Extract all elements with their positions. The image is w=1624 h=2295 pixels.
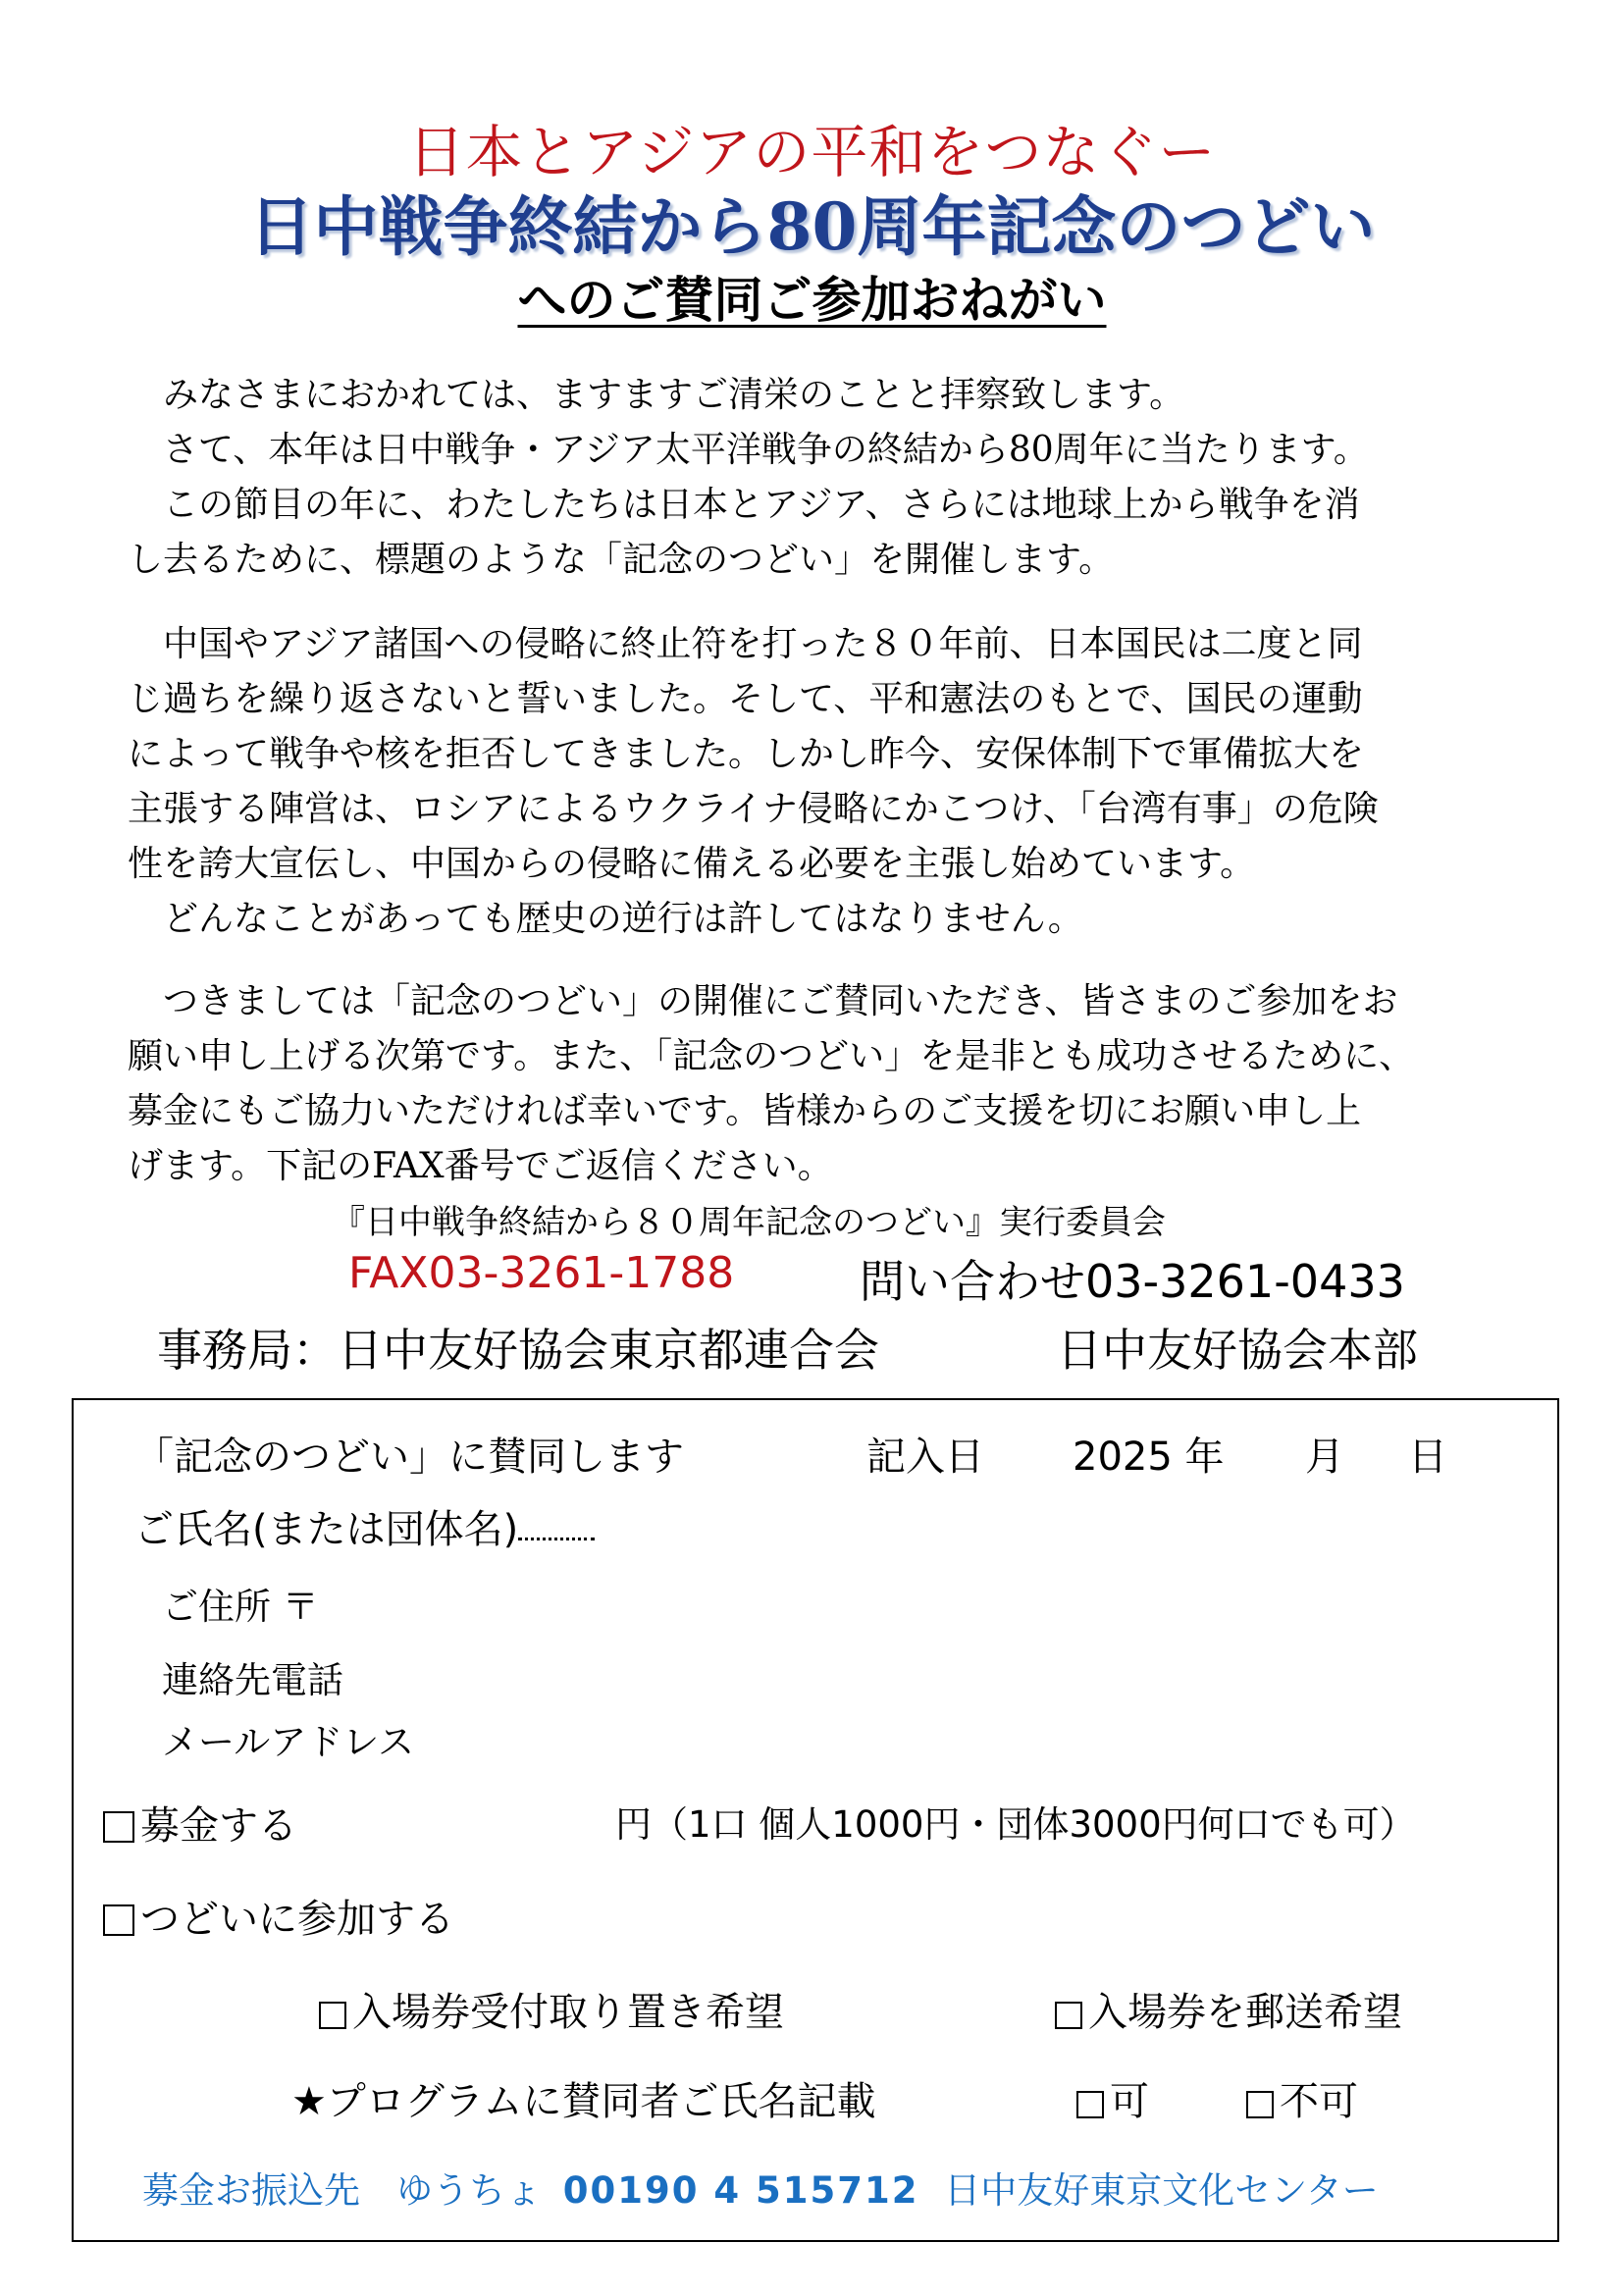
agree-label: 「記念のつどい」に賛同します <box>134 1434 684 1480</box>
phone-label: 連絡先電話 <box>162 1659 343 1701</box>
fax-number: FAX03-3261-1788 <box>348 1248 735 1298</box>
email-label: メールアドレス <box>162 1721 415 1763</box>
donate-checkbox[interactable] <box>103 1811 134 1843</box>
ticket-mail-checkbox[interactable] <box>1055 2002 1082 2029</box>
inquiry-number: 問い合わせ03-3261-0433 <box>860 1255 1405 1308</box>
title-line3 <box>0 261 1624 332</box>
ticket-hold-row <box>319 1981 784 2037</box>
date-label: 記入日 <box>866 1434 984 1480</box>
date-month: 月 <box>1305 1434 1344 1480</box>
body-line: 中国やアジア諸国への侵略に終止符を打った８０年前、日本国民は二度と同 <box>128 624 1363 664</box>
body-line: さて、本年は日中戦争・アジア太平洋戦争の終結から80周年に当たります。 <box>128 430 1369 470</box>
office-second: 日中友好協会本部 <box>1057 1324 1418 1377</box>
body-line: 主張する陣営は、ロシアによるウクライナ侵略にかこつけ、「台湾有事」の危険 <box>128 789 1379 829</box>
body-line: じ過ちを繰り返さないと誓いました。そして、平和憲法のもとで、国民の運動 <box>128 679 1363 719</box>
body-line: 募金にもご協力いただければ幸いです。皆様からのご支援を切にお願い申し上 <box>128 1091 1362 1131</box>
title-line3-text: へのご賛同ご参加おねがい <box>517 272 1107 329</box>
body-line: つきましては「記念のつどい」の開催にご賛同いただき、皆さまのご参加をお <box>128 981 1398 1021</box>
title-line1: 日本とアジアの平和をつなぐー <box>407 119 1217 185</box>
body-line: げます。下記のFAX番号でご返信ください。 <box>128 1146 833 1186</box>
address-label: ご住所 〒 <box>162 1586 319 1628</box>
body-line: どんなことがあっても歴史の逆行は許してはなりません。 <box>128 899 1083 939</box>
body-line: 願い申し上げる次第です。また、「記念のつどい」を是非とも成功させるために、 <box>128 1036 1415 1076</box>
date-year: 2025 年 <box>1073 1434 1225 1480</box>
body-line: 性を誇大宣伝し、中国からの侵略に備える必要を主張し始めています。 <box>128 844 1256 884</box>
name-label: ご氏名(または団体名) <box>134 1507 519 1552</box>
bank-row <box>142 2161 1379 2214</box>
body-line: みなさまにおかれては、ますますご清栄のことと拝察致します。 <box>128 375 1185 415</box>
name-entry-line[interactable] <box>518 1538 595 1540</box>
office-label: 事務局：日中友好協会東京都連合会 <box>157 1324 879 1377</box>
title-line2: 日中戦争終結から80周年記念のつどい <box>248 188 1376 265</box>
ticket-hold-checkbox[interactable] <box>319 2002 346 2029</box>
program-yes-label: 可 <box>1110 2079 1149 2124</box>
ticket-mail-label: 入場券を郵送希望 <box>1088 1990 1402 2035</box>
donate-label: 募金する <box>140 1803 297 1849</box>
donate-row <box>103 1795 297 1851</box>
program-yes-row <box>1076 2070 1149 2126</box>
program-no-checkbox[interactable] <box>1246 2091 1274 2118</box>
program-no-label: 不可 <box>1280 2079 1358 2124</box>
ticket-mail-row <box>1055 1981 1402 2037</box>
attend-row <box>103 1888 454 1944</box>
donate-note: 円（1口 個人1000円・団体3000円何口でも可） <box>615 1803 1416 1846</box>
bank-number: 00190 4 515712 <box>562 2169 919 2212</box>
committee-name: 『日中戦争終結から８０周年記念のつどい』実行委員会 <box>332 1203 1166 1242</box>
date-day: 日 <box>1408 1434 1447 1480</box>
program-label: ★プログラムに賛同者ご氏名記載 <box>291 2079 876 2124</box>
program-no-row <box>1246 2070 1358 2126</box>
ticket-hold-label: 入場券受付取り置き希望 <box>352 1990 784 2035</box>
program-yes-checkbox[interactable] <box>1076 2091 1104 2118</box>
body-line: この節目の年に、わたしたちは日本とアジア、さらには地球上から戦争を消 <box>128 485 1360 525</box>
reply-form <box>72 1398 1559 2242</box>
bank-name: 日中友好東京文化センター <box>944 2169 1379 2212</box>
body-line: によって戦争や核を拒否してきました。しかし昨今、安保体制下で軍備拡大を <box>128 734 1365 774</box>
body-line: し去るために、標題のような「記念のつどい」を開催します。 <box>128 540 1115 580</box>
attend-checkbox[interactable] <box>103 1904 134 1936</box>
attend-label: つどいに参加する <box>140 1897 454 1942</box>
bank-label: 募金お振込先 ゆうちょ <box>142 2169 542 2212</box>
name-row <box>134 1498 595 1554</box>
